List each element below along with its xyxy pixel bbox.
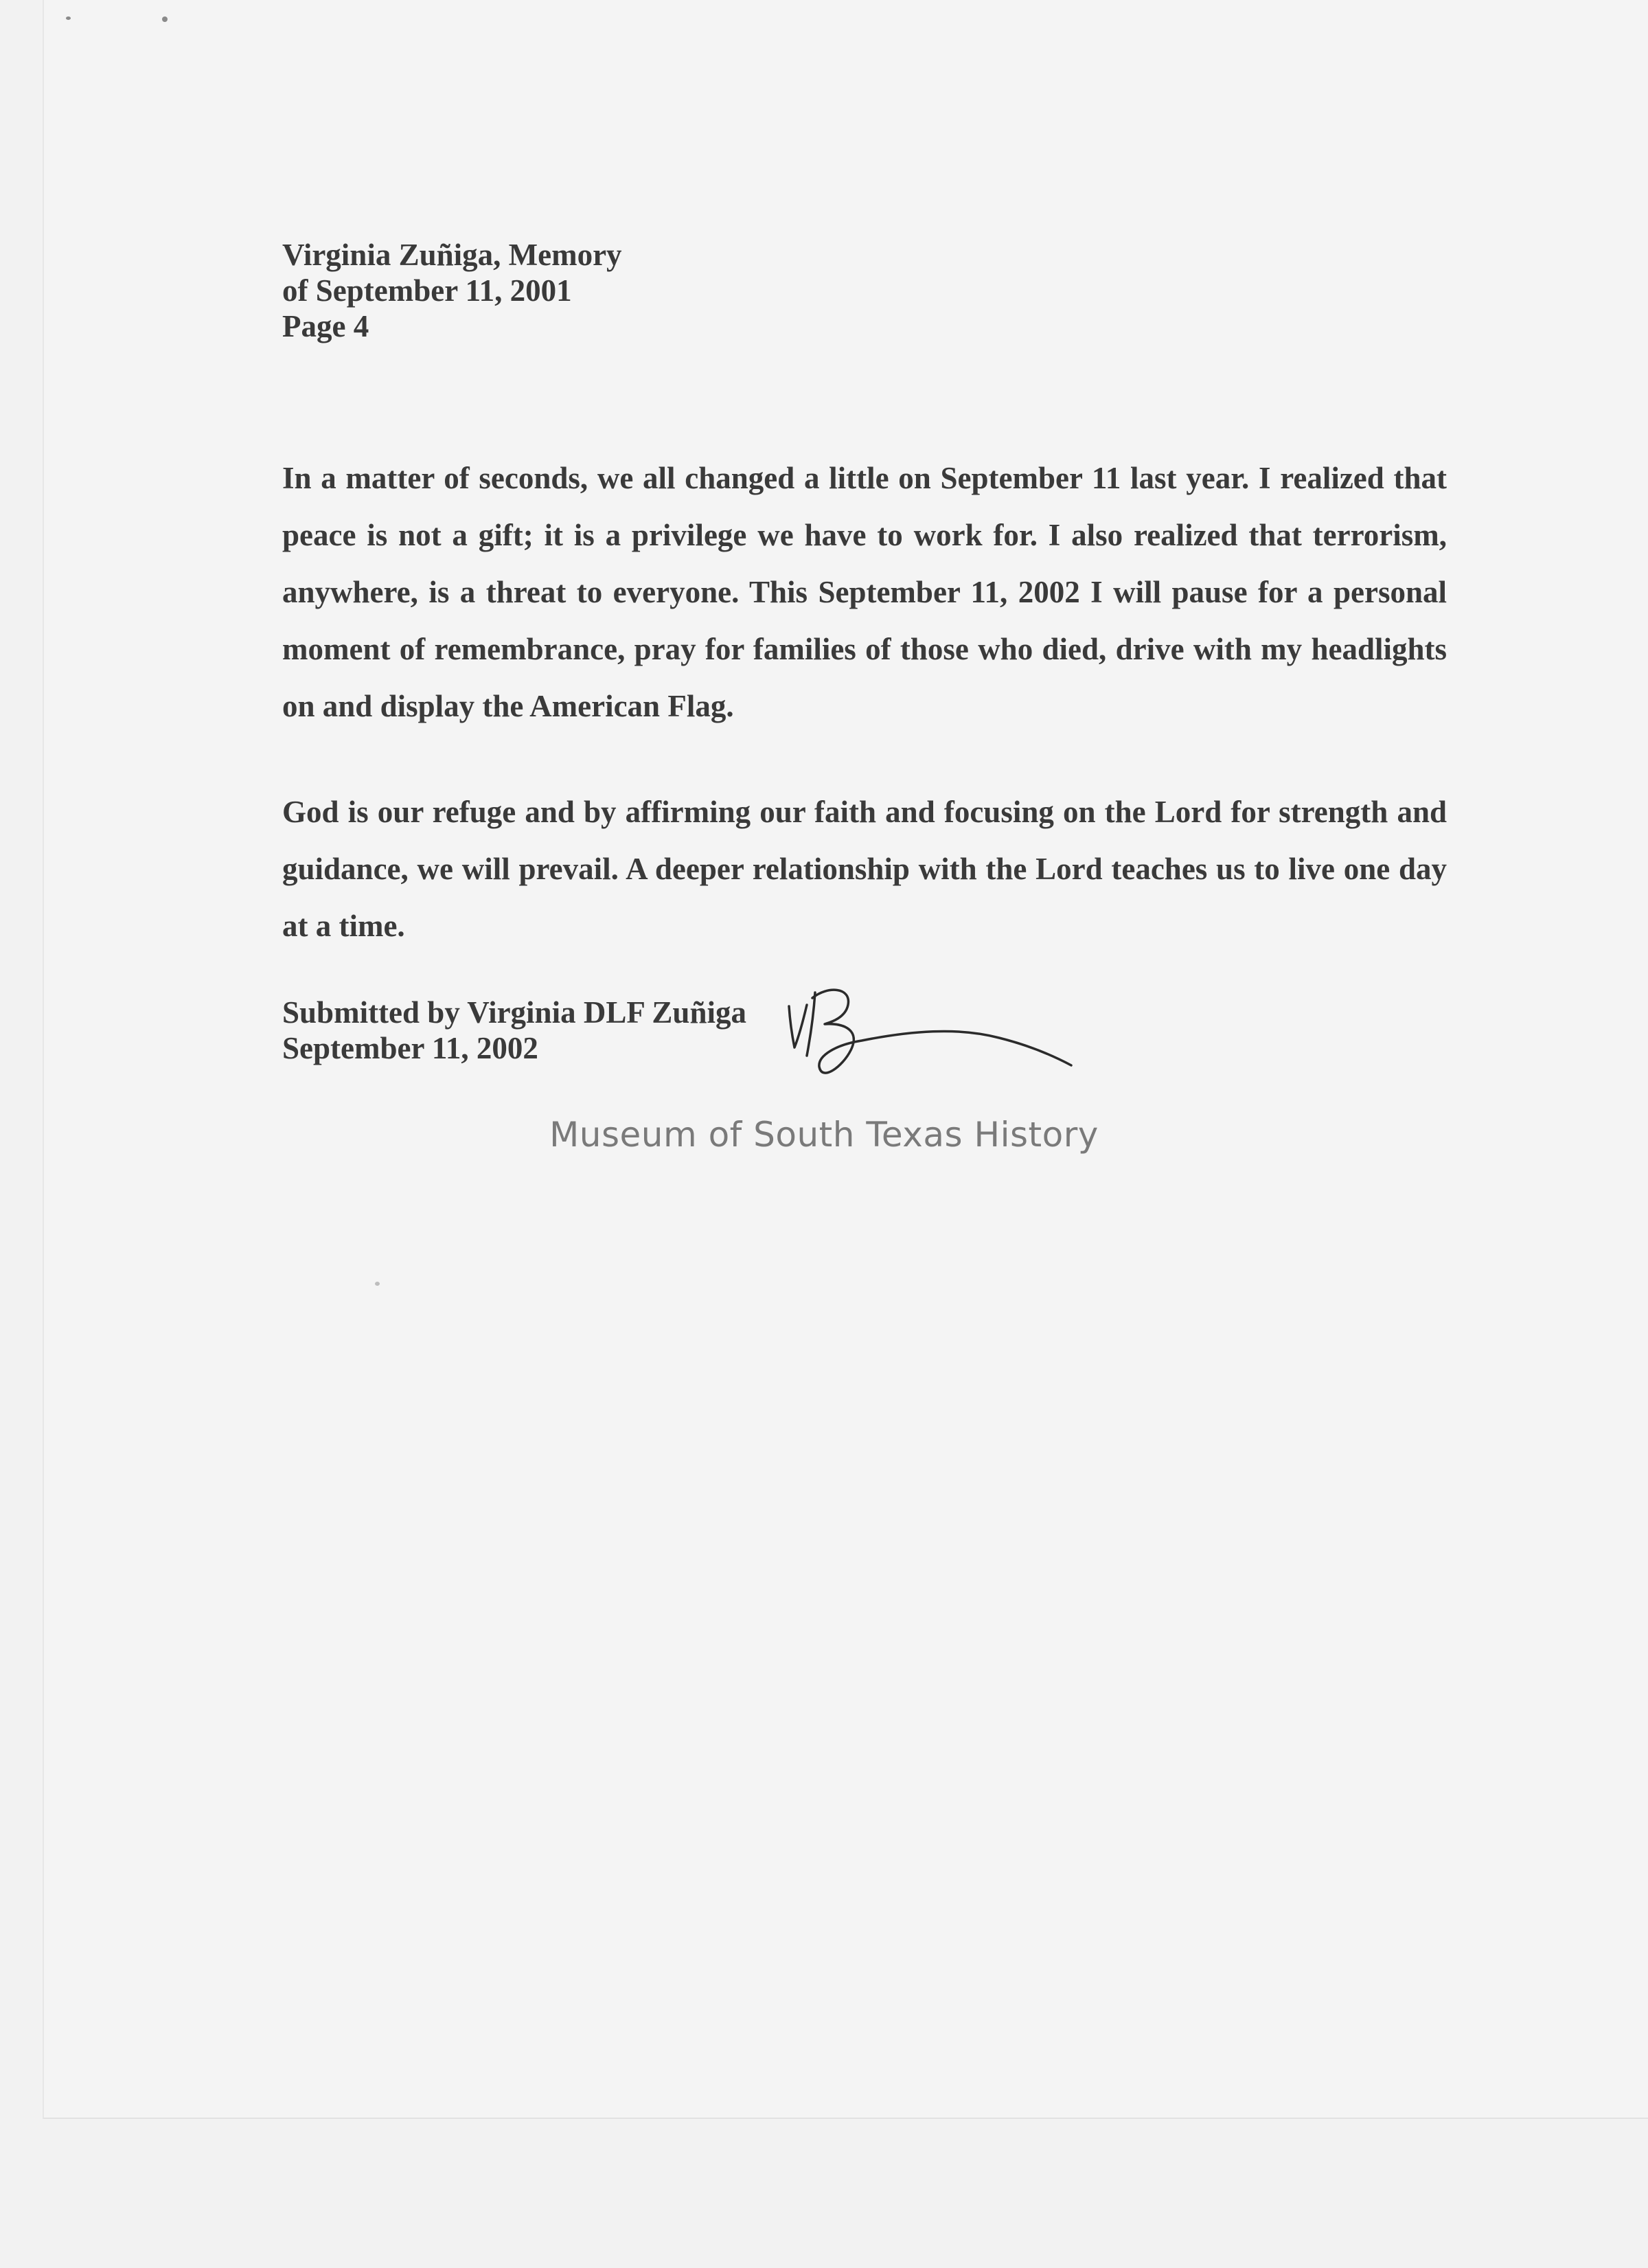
paper-speck <box>375 1282 380 1286</box>
paper-speck <box>66 16 71 20</box>
header-subtitle: of September 11, 2001 <box>282 273 572 308</box>
submission-date: September 11, 2002 <box>282 1031 538 1065</box>
closing-block <box>282 995 746 1066</box>
watermark-text: Museum of South Texas History <box>549 1115 1099 1155</box>
header-title: Virginia Zuñiga, Memory <box>282 238 622 272</box>
paper-speck <box>162 16 168 22</box>
body-paragraph: In a matter of seconds, we all changed a little on September 11 last year. I realized that peace is not a gift; it is a privilege we have to work for. I also realized that terrorism, anywhere, is a threat to everyone. This September 11, 2002 I will pause for a personal moment of remembrance, pray for families of those who died, drive with my headlights on and display the American Flag. <box>282 461 1447 723</box>
handwritten-signature <box>779 979 1082 1089</box>
body-paragraph: God is our refuge and by affirming our faith and focusing on the Lord for strength and guidance, we will prevail. A deeper relationship with the Lord teaches us to live one day at a time. <box>282 795 1447 943</box>
document-header <box>282 237 622 344</box>
page-number: Page 4 <box>282 309 369 343</box>
submitted-by: Submitted by Virginia DLF Zuñiga <box>282 995 746 1030</box>
